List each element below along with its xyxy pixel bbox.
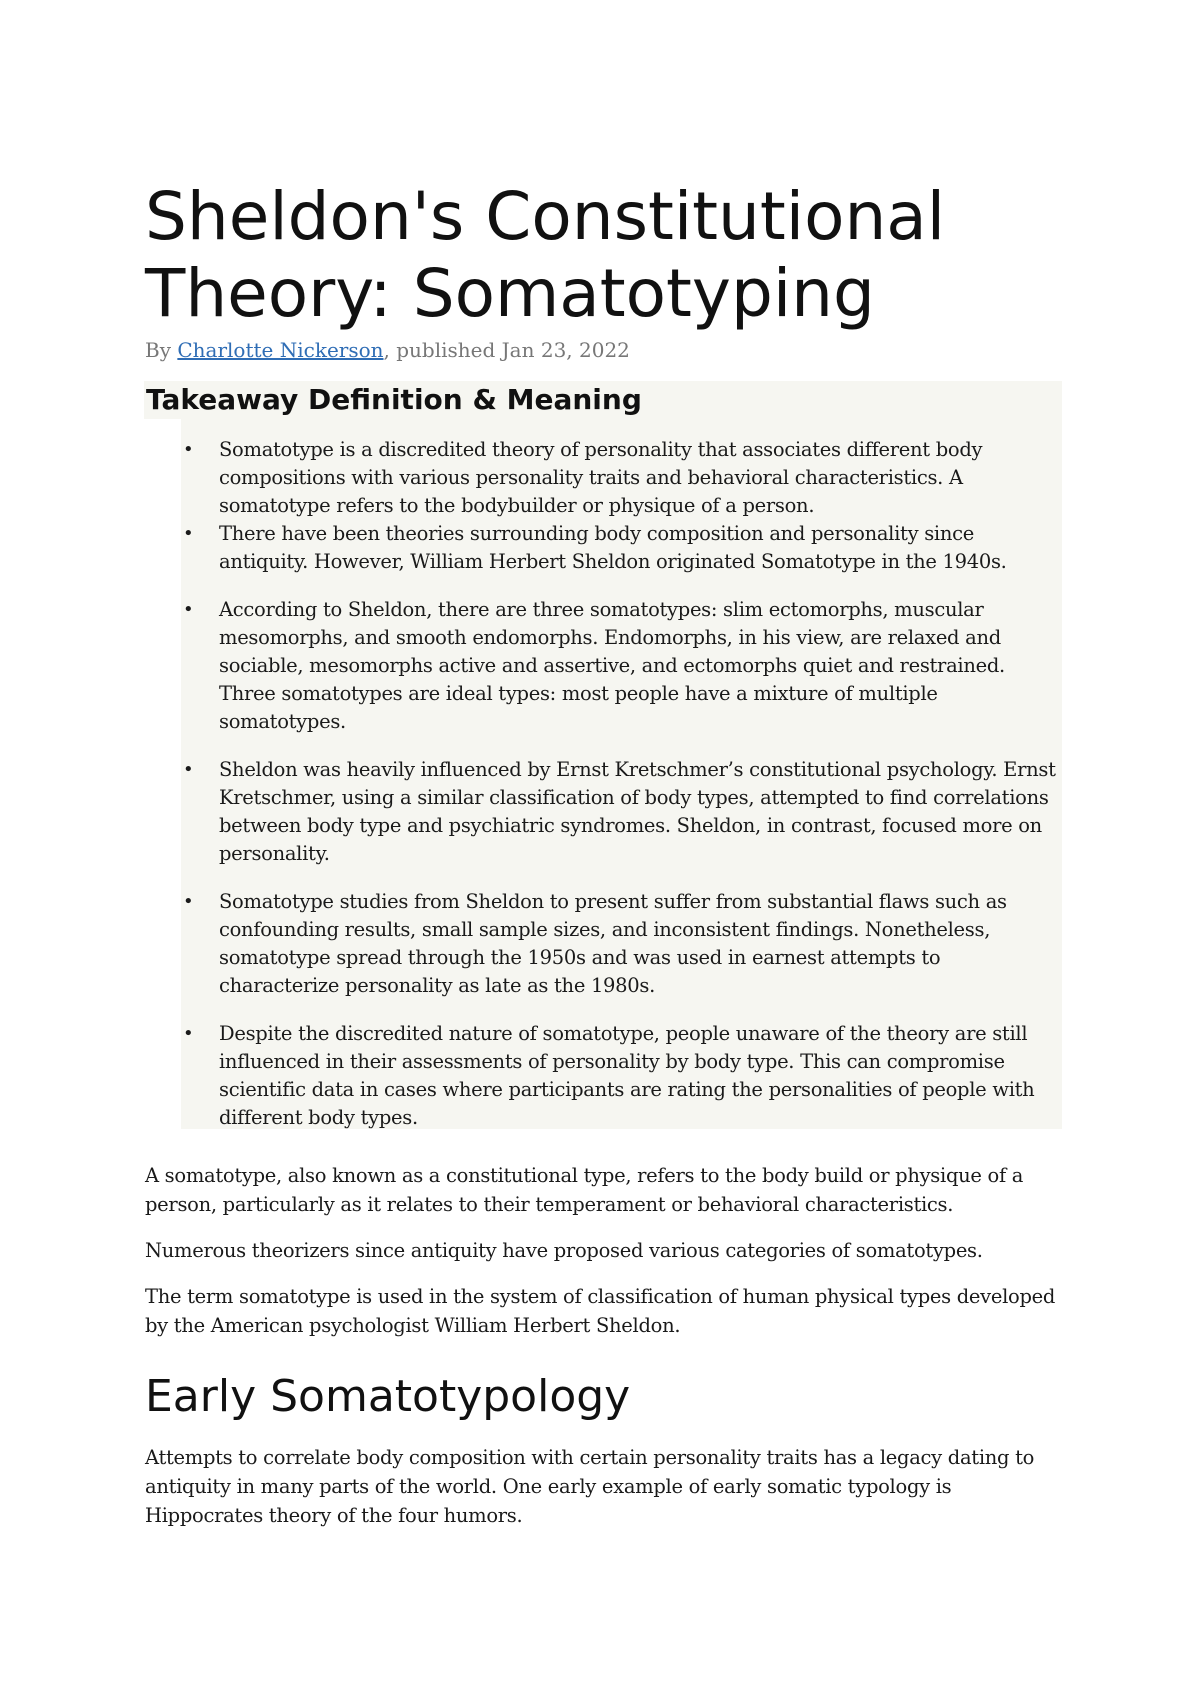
bullet-icon: • — [183, 523, 194, 544]
bullet-icon: • — [183, 599, 194, 620]
byline-date: , published Jan 23, 2022 — [383, 338, 630, 362]
takeaway-item — [183, 756, 1059, 868]
body-paragraph: The term somatotype is used in the system of classification of human physical types developed by the American psychologist William Herbert Sheldon. — [145, 1285, 1056, 1337]
takeaway-item-text: Sheldon was heavily influenced by Ernst Kretschmer’s constitutional psychology. Ernst Kretschmer, using a similar classification of body types, attempted to find correlations between body type and psychiatric syndromes. Sheldon, in contrast, focused more on personality. — [219, 758, 1056, 865]
takeaway-item — [183, 520, 1059, 576]
author-link[interactable]: Charlotte Nickerson — [177, 338, 384, 362]
bullet-icon: • — [183, 759, 194, 780]
byline-prefix: By — [145, 338, 178, 362]
article-title: Sheldon's Constitutional Theory: Somatotyping — [145, 178, 946, 332]
takeaway-list — [183, 436, 1059, 1152]
takeaway-item — [183, 888, 1059, 1000]
bullet-icon: • — [183, 891, 194, 912]
takeaway-item-text: There have been theories surrounding body composition and personality since antiquity. However, William Herbert Sheldon originated Somatotype in the 1940s. — [219, 522, 1007, 573]
bullet-icon: • — [183, 1023, 194, 1044]
takeaway-item-text: Despite the discredited nature of somatotype, people unaware of the theory are still influenced in their assessments of personality by body type. This can compromise scientific data in cases where participants are rating the personalities of people with different body types. — [219, 1022, 1035, 1129]
takeaway-heading: Takeaway Definition & Meaning — [146, 383, 642, 416]
body-paragraph: A somatotype, also known as a constitutional type, refers to the body build or physique of a person, particularly as it relates to their temperament or behavioral characteristics. — [145, 1164, 1024, 1216]
takeaway-box — [144, 381, 1062, 1129]
takeaway-item-text: Somatotype is a discredited theory of personality that associates different body compositions with various personality traits and behavioral characteristics. A somatotype refers to the bodybuilder or physique of a person. — [219, 438, 983, 517]
section-paragraph: Attempts to correlate body composition with certain personality traits has a legacy dating to antiquity in many parts of the world. One early example of early somatic typology is Hippocrates theory of the four humors. — [145, 1446, 1035, 1527]
takeaway-item-text: Somatotype studies from Sheldon to present suffer from substantial flaws such as confounding results, small sample sizes, and inconsistent findings. Nonetheless, somatotype spread through the 1950s and was used in earnest attempts to characterize personality as late as the 1980s. — [219, 890, 1007, 997]
section-heading: Early Somatotypology — [145, 1371, 631, 1422]
byline — [145, 338, 630, 362]
takeaway-item — [183, 596, 1059, 736]
bullet-icon: • — [183, 439, 194, 460]
body-paragraph: Numerous theorizers since antiquity have proposed various categories of somatotypes. — [145, 1239, 983, 1262]
takeaway-item-text: According to Sheldon, there are three somatotypes: slim ectomorphs, muscular mesomorphs, and smooth endomorphs. Endomorphs, in his view, are relaxed and sociable, mesomorphs active and assertive, and ectomorphs quiet and restrained. Three somatotypes are ideal types: most people have a mixture of multiple somatotypes. — [219, 598, 1005, 733]
takeaway-item — [183, 1020, 1059, 1132]
takeaway-item — [183, 436, 1059, 520]
